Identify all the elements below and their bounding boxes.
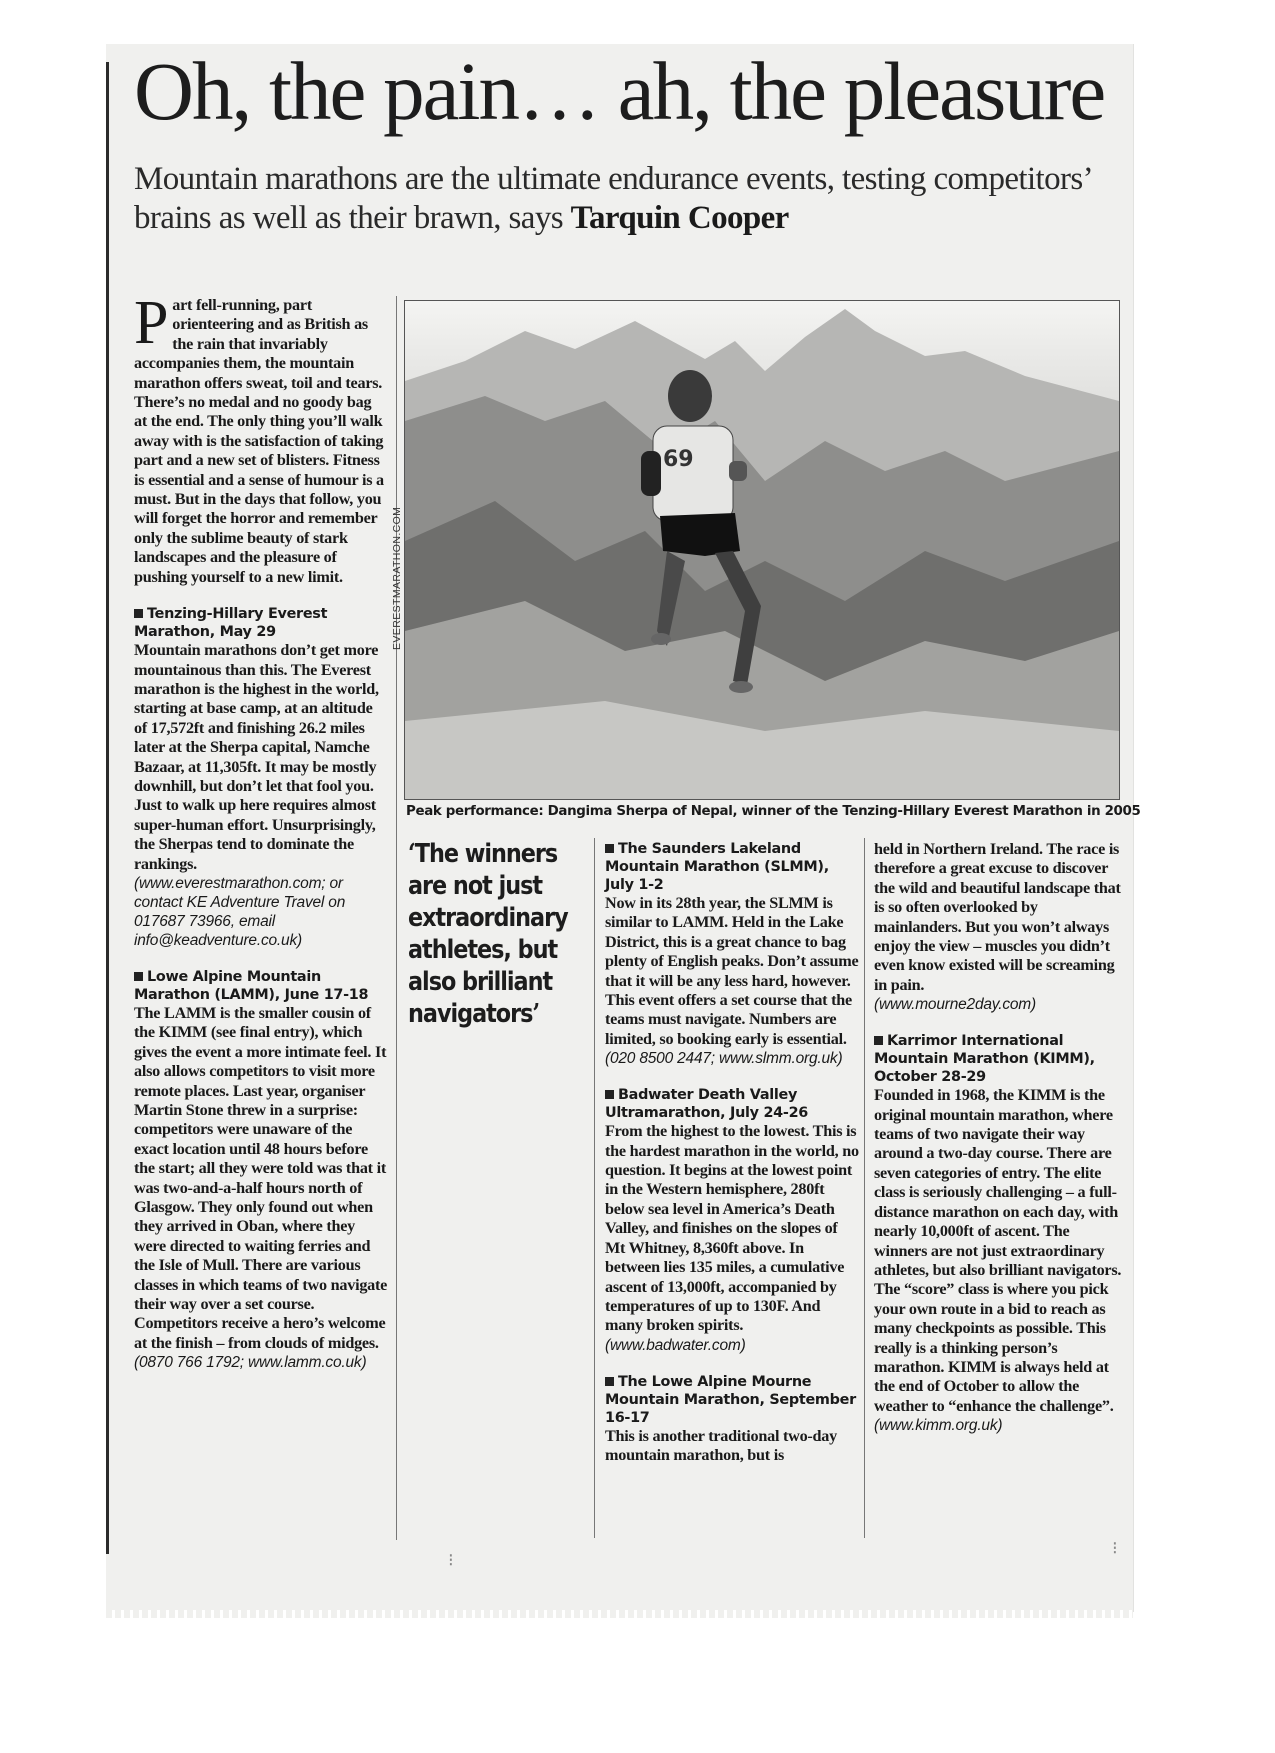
open-quote: ‘	[408, 839, 415, 869]
section-contact: (020 8500 2447; www.slmm.org.uk)	[605, 1050, 843, 1068]
drop-cap: P	[134, 289, 169, 357]
bullet-square-icon	[605, 844, 614, 853]
section-contact: (www.mourne2day.com)	[874, 996, 1036, 1014]
intro-text: art fell-running, part orienteering and as British as the rain that invariably accompanies them, the mountain marathon offers sweat, toil and tears. There’s no medal and no goody bag at the end. The only thing you’ll walk away with is the satisfaction of taking part and a new set of blisters. Fitness is essential and a sense of humour is a must. But in the days that follow, you will forget the horror and remember only the sublime beauty of stark landscapes and the pleasure of pushing yourself to a new limit.	[134, 296, 384, 586]
intro-paragraph	[134, 289, 388, 587]
column-1	[134, 289, 388, 1372]
standfirst	[134, 160, 1114, 238]
section-mourne	[605, 1373, 859, 1466]
section-title: The Saunders Lakeland Mountain Marathon (SLMM), July 1-2	[605, 841, 829, 893]
section-title: Badwater Death Valley Ultramarathon, July 24-26	[605, 1087, 808, 1122]
section-body: This is another traditional two-day mountain marathon, but is	[605, 1426, 837, 1465]
pull-quote	[408, 838, 568, 1030]
section-body: Mountain marathons don’t get more mountainous than this. The Everest marathon is the highest in the world, starting at base camp, at an altitude of 17,572ft and finishing 26.2 miles later at the Sherpa capital, Namche Bazaar, at 11,305ft. It may be mostly downhill, but don’t let that fool you. Just to walk up here requires almost super-human effort. Unsurprisingly, the Sherpas tend to dominate the rankings.	[134, 641, 379, 873]
column-rule	[594, 838, 595, 1538]
section-body: From the highest to the lowest. This is the hardest marathon in the world, no question. It begins at the lowest point in the Western hemisphere, 280ft below sea level in America’s Death Valley, and finishes on the slopes of Mt Whitney, 8,360ft above. In between lies 135 miles, a cumulative ascent of 13,000ft, accompanied by temperatures of up to 130F. And many broken spirits.	[605, 1122, 859, 1335]
section-title: The Lowe Alpine Mourne Mountain Marathon, September 16-17	[605, 1373, 856, 1426]
headline-rule	[106, 62, 109, 1554]
section-lamm	[134, 968, 388, 1372]
headline: Oh, the pain… ah, the pleasure	[134, 45, 1105, 137]
bullet-square-icon	[134, 972, 143, 981]
bullet-square-icon	[134, 609, 143, 618]
section-body-continued: held in Northern Ireland. The race is therefore a great excuse to discover the wild and beautiful landscape that is so often overlooked by mainlanders. But you won’t always enjoy the view – muscles you didn’t even know existed will be screaming in pain.	[874, 840, 1121, 994]
photo-caption: Peak performance: Dangima Sherpa of Nepal, winner of the Tenzing-Hillary Everest Marathon in 2005	[406, 804, 1141, 819]
section-contact: (www.everestmarathon.com; or contact KE Adventure Travel on 017687 73966, email info@keadventure.co.uk)	[134, 874, 346, 949]
tape-mark: ⁝	[448, 1550, 454, 1570]
byline-author: Tarquin Cooper	[570, 200, 789, 236]
section-title: Lowe Alpine Mountain Marathon (LAMM), June 17-18	[134, 968, 369, 1003]
section-body: Now in its 28th year, the SLMM is similar to LAMM. Held in the Lake District, this is a great chance to bag plenty of English peaks. Don’t assume that it will be any less hard, however. This event offers a set course that the teams must navigate. Numbers are limited, so booking early is essential.	[605, 894, 859, 1048]
column-rule	[864, 838, 865, 1538]
runner-photo	[404, 300, 1120, 800]
section-contact: (www.kimm.org.uk)	[874, 1417, 1003, 1435]
standfirst-text: Mountain marathons are the ultimate endurance events, testing competitors’ brains as well as their brawn, says	[134, 161, 1091, 236]
pull-quote-text: The winners are not just extraordinary athletes, but also brilliant navigators	[408, 839, 568, 1029]
section-title: Karrimor International Mountain Marathon (KIMM), October 28-29	[874, 1033, 1095, 1086]
section-contact: (www.badwater.com)	[605, 1336, 746, 1354]
section-slmm	[605, 840, 859, 1068]
bib-number: 69	[663, 447, 694, 472]
section-kimm	[874, 1032, 1122, 1435]
photo-illustration	[405, 301, 1119, 799]
bullet-square-icon	[874, 1036, 883, 1045]
tape-mark: ⁝	[1112, 1538, 1118, 1558]
section-body: Founded in 1968, the KIMM is the original mountain marathon, where teams of two navigate their way around a two-day course. There are seven categories of entry. The elite class is seriously challenging – a full-distance marathon on each day, with nearly 10,000ft of ascent. The winners are not just extraordinary athletes, but also brilliant navigators. The “score” class is where you pick your own route in a bid to reach as many checkpoints as possible. This really is a thinking person’s marathon. KIMM is always held at the end of October to allow the weather to “enhance the challenge”.	[874, 1086, 1122, 1415]
section-everest	[134, 605, 388, 950]
section-badwater	[605, 1086, 859, 1354]
section-mourne-continued	[874, 840, 1122, 1014]
section-contact: (0870 766 1792; www.lamm.co.uk)	[134, 1354, 367, 1372]
bullet-square-icon	[605, 1090, 614, 1099]
column-rule	[396, 296, 397, 1540]
column-3	[605, 840, 859, 1466]
photo-credit: EVERESTMARATHON.COM	[391, 506, 403, 650]
bullet-square-icon	[605, 1377, 614, 1386]
section-title: Tenzing-Hillary Everest Marathon, May 29	[134, 606, 328, 641]
close-quote: ’	[532, 999, 540, 1029]
column-4	[874, 840, 1122, 1435]
section-body: The LAMM is the smaller cousin of the KIMM (see final entry), which gives the event a more intimate feel. It also allows competitors to visit more remote places. Last year, organiser Martin Stone threw in a surprise: competitors were unaware of the exact location until 48 hours before the start; all they were told was that it was two-and-a-half hours north of Glasgow. They only found out when they arrived in Oban, where they were directed to waiting ferries and the Isle of Mull. There are various classes in which teams of two navigate their way over a set course. Competitors receive a hero’s welcome at the finish – from clouds of midges.	[134, 1003, 388, 1352]
